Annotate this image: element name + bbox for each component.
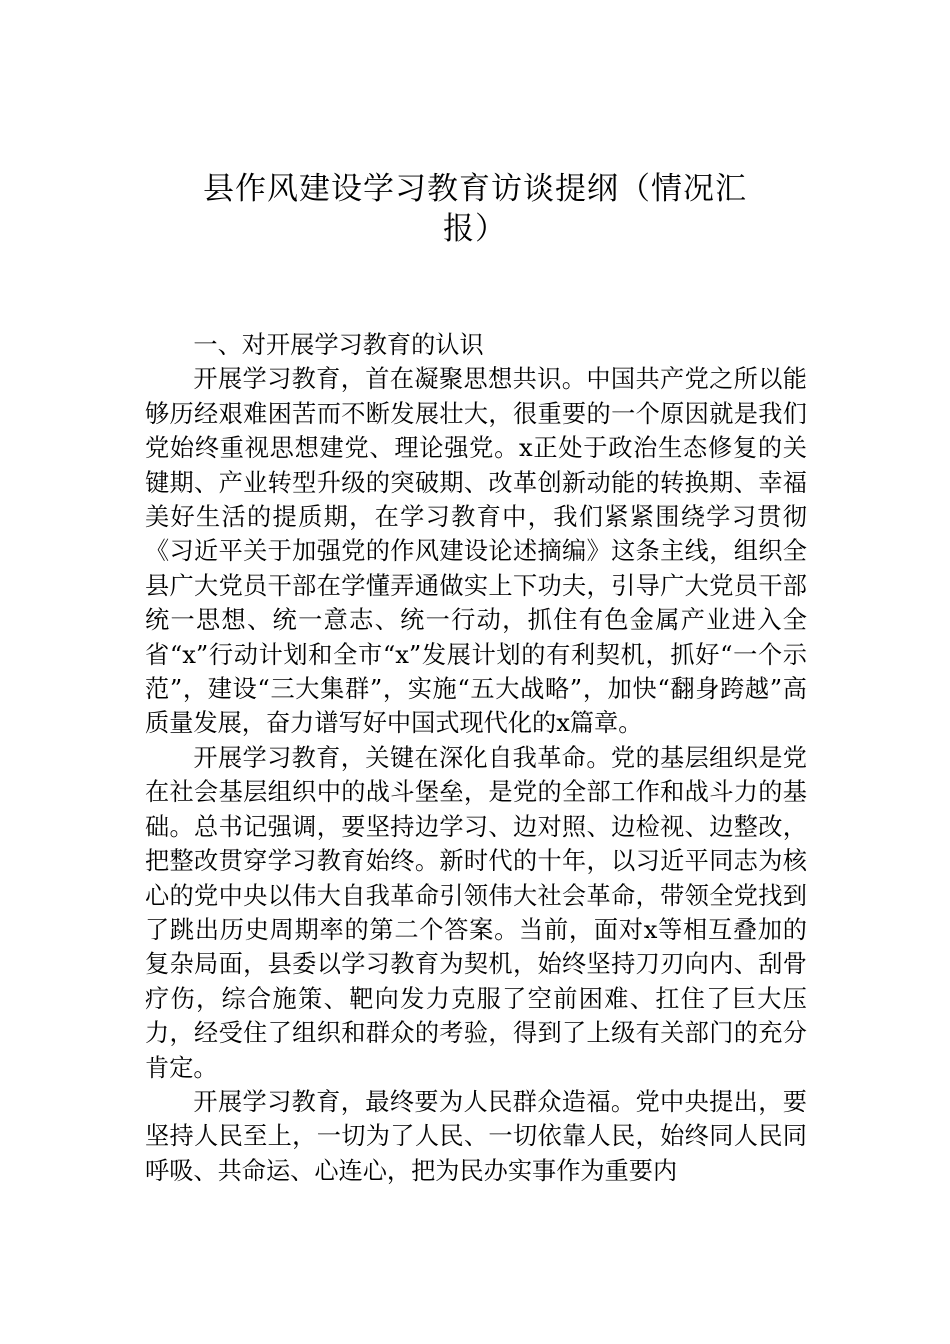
paragraph-2: 开展学习教育，关键在深化自我革命。党的基层组织是党在社会基层组织中的战斗堡垒，是党的全部工作和战斗力的基础。总书记强调，要坚持边学习、边对照、边检视、边整改，把整改贯穿学习教育始终。新时代的十年，以习近平同志为核心的党中央以伟大自我革命引领伟大社会革命，带领全党找到了跳出历史周期率的第二个答案。当前，面对x等相互叠加的复杂局面，县委以学习教育为契机，始终坚持刀刃向内、刮骨疗伤，综合施策、靶向发力克服了空前困难、扛住了巨大压力，经受住了组织和群众的考验，得到了上级有关部门的充分肯定。 <box>145 743 807 1082</box>
paragraph-1: 开展学习教育，首在凝聚思想共识。中国共产党之所以能够历经艰难困苦而不断发展壮大，很重要的一个原因就是我们党始终重视思想建党、理论强党。x正处于政治生态修复的关键期、产业转型升级的突破期、改革创新动能的转换期、幸福美好生活的提质期，在学习教育中，我们紧紧围绕学习贯彻《习近平关于加强党的作风建设论述摘编》这条主线，组织全县广大党员干部在学懂弄通做实上下功夫，引导广大党员干部统一思想、统一意志、统一行动，抓住有色金属产业进入全省“x”行动计划和全市“x”发展计划的有利契机，抓好“一个示范”，建设“三大集群”，实施“五大战略”，加快“翻身跨越”高质量发展，奋力谱写好中国式现代化的x篇章。 <box>145 365 807 738</box>
section-heading: 一、对开展学习教育的认识 <box>193 331 484 359</box>
document-title-line-2: 报） <box>443 211 507 247</box>
document-body <box>145 328 807 1188</box>
paragraph-3: 开展学习教育，最终要为人民群众造福。党中央提出，要坚持人民至上，一切为了人民、一切依靠人民，始终同人民同呼吸、共命运、心连心，把为民办实事作为重要内 <box>145 1087 807 1185</box>
document-title-line-1: 县作风建设学习教育访谈提纲（情况汇 <box>203 171 747 207</box>
